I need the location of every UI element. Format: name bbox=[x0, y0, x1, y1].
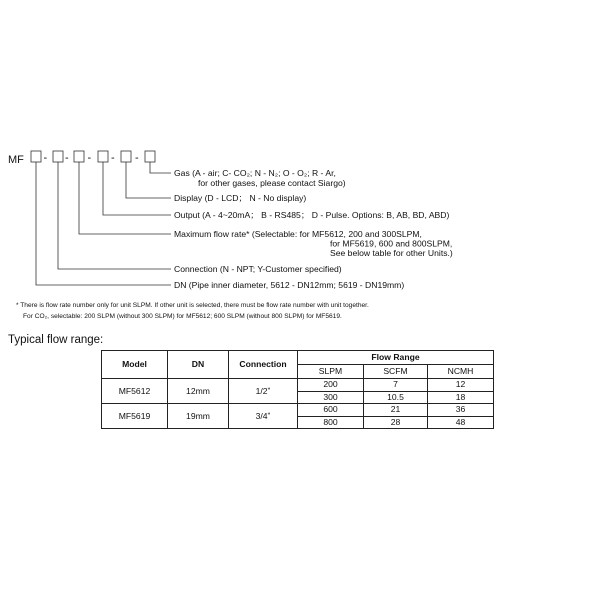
code-separator: - bbox=[111, 152, 115, 164]
header-model: Model bbox=[102, 351, 168, 379]
cell-ncmh: 36 bbox=[428, 404, 494, 417]
cell-scfm: 21 bbox=[364, 404, 428, 417]
flow-range-table bbox=[101, 350, 494, 429]
header-flow-range: Flow Range bbox=[298, 351, 494, 365]
code-box-output bbox=[98, 151, 108, 162]
cell-scfm: 28 bbox=[364, 416, 428, 429]
cell-model: MF5619 bbox=[102, 404, 168, 429]
leader-line-dn bbox=[36, 162, 171, 285]
cell-slpm: 200 bbox=[298, 379, 364, 392]
code-box-display bbox=[121, 151, 131, 162]
code-separator: - bbox=[43, 152, 48, 164]
footnote-co2: For CO₂, selectable: 200 SLPM (without 300 SLPM) for MF5612; 600 SLPM (without 800 SLPM) for MF5619. bbox=[23, 313, 342, 320]
cell-ncmh: 12 bbox=[428, 379, 494, 392]
table-header-row bbox=[102, 351, 494, 365]
model-code-prefix: MF bbox=[8, 154, 24, 166]
header-slpm: SLPM bbox=[298, 365, 364, 379]
cell-scfm: 7 bbox=[364, 379, 428, 392]
option-gas: Gas (A - air; C- CO₂; N - N₂; O - O₂; R - Ar, for other gases, please contact Siargo) bbox=[174, 168, 346, 188]
option-display: Display (D - LCD； N - No display) bbox=[174, 193, 307, 203]
table-row bbox=[102, 404, 494, 417]
option-dn: DN (Pipe inner diameter, 5612 - DN12mm; 5619 - DN19mm) bbox=[174, 280, 405, 290]
cell-ncmh: 18 bbox=[428, 391, 494, 404]
cell-scfm: 10.5 bbox=[364, 391, 428, 404]
code-box-gas bbox=[145, 151, 155, 162]
flow-range-heading: Typical flow range: bbox=[8, 334, 104, 346]
header-scfm: SCFM bbox=[364, 365, 428, 379]
cell-model: MF5612 bbox=[102, 379, 168, 404]
cell-ncmh: 48 bbox=[428, 416, 494, 429]
code-separator: - bbox=[65, 152, 69, 164]
code-separator: - bbox=[87, 152, 92, 164]
code-box-flow-rate bbox=[74, 151, 84, 162]
option-output: Output (A - 4~20mA； B - RS485； D - Pulse. Options: B, AB, BD, ABD) bbox=[174, 210, 450, 220]
cell-slpm: 300 bbox=[298, 391, 364, 404]
footnote-flow-unit: * There is flow rate number only for unit SLPM. If other unit is selected, there must be flow rate number with unit together. bbox=[16, 302, 369, 309]
cell-slpm: 600 bbox=[298, 404, 364, 417]
cell-slpm: 800 bbox=[298, 416, 364, 429]
leader-line-display bbox=[126, 162, 171, 198]
option-connection: Connection (N - NPT; Y-Customer specified) bbox=[174, 264, 342, 274]
option-max-flow-rate: Maximum flow rate* (Selectable: for MF5612, 200 and 300SLPM, for MF5619, 600 and 800SLPM, See below table for other Units.) bbox=[174, 229, 453, 258]
header-dn: DN bbox=[168, 351, 229, 379]
header-ncmh: NCMH bbox=[428, 365, 494, 379]
code-box-dn bbox=[31, 151, 41, 162]
cell-connection: 3/4ˮ bbox=[229, 404, 298, 429]
leader-line-connection bbox=[58, 162, 171, 269]
leader-line-output bbox=[103, 162, 171, 215]
cell-dn: 12mm bbox=[168, 379, 229, 404]
table-row bbox=[102, 379, 494, 392]
code-separator: - bbox=[135, 152, 139, 164]
cell-dn: 19mm bbox=[168, 404, 229, 429]
cell-connection: 1/2ˮ bbox=[229, 379, 298, 404]
code-box-connection bbox=[53, 151, 63, 162]
header-connection: Connection bbox=[229, 351, 298, 379]
leader-line-gas bbox=[150, 162, 171, 173]
